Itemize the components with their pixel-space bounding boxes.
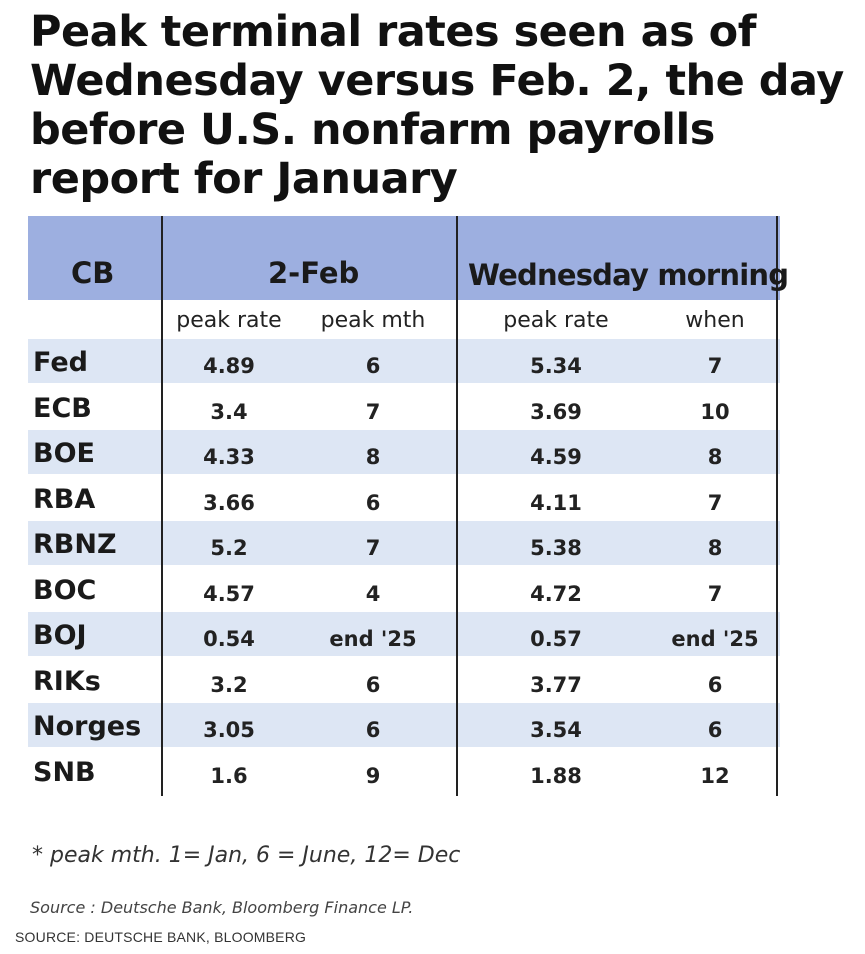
title-line: Wednesday versus Feb. 2, the day	[30, 56, 844, 106]
footnote: * peak mth. 1= Jan, 6 = June, 12= Dec	[32, 843, 461, 868]
cell-wed-when: 8	[707, 445, 723, 469]
cell-cb: BOC	[33, 574, 97, 606]
cell-feb-peak-month: 6	[365, 490, 381, 515]
cell-wed-when: 6	[707, 718, 723, 742]
cell-feb-peak-rate: 3.05	[203, 718, 255, 742]
table-row	[28, 523, 780, 569]
cell-wed-peak-rate: 0.57	[530, 627, 582, 651]
cell-feb-peak-month: 6	[365, 718, 381, 742]
subheader-wed-when: when	[685, 308, 745, 333]
cell-feb-peak-rate: 4.89	[203, 354, 255, 378]
header-cb: CB	[71, 256, 115, 290]
cell-wed-peak-rate: 5.34	[530, 354, 582, 378]
cell-feb-peak-rate: 0.54	[203, 627, 255, 651]
credit-line: SOURCE: DEUTSCHE BANK, BLOOMBERG	[15, 929, 307, 945]
cell-feb-peak-rate: 5.2	[210, 536, 248, 560]
cell-wed-when: 7	[707, 490, 723, 515]
title-line: Peak terminal rates seen as of	[30, 7, 756, 57]
cell-wed-when: 12	[700, 763, 730, 788]
cell-wed-when: end '25	[671, 627, 759, 651]
table-row	[28, 341, 780, 387]
table-row	[28, 432, 780, 478]
cell-cb: ECB	[33, 392, 92, 424]
cell-feb-peak-rate: 3.4	[210, 399, 248, 424]
table-row	[28, 751, 780, 797]
cell-feb-peak-rate: 3.2	[210, 672, 248, 697]
cell-feb-peak-rate: 1.6	[210, 763, 248, 788]
subheader-wed-rate: peak rate	[503, 308, 609, 333]
table-row	[28, 614, 780, 660]
cell-wed-peak-rate: 1.88	[530, 763, 582, 788]
cell-wed-peak-rate: 5.38	[530, 536, 582, 560]
table-row	[28, 478, 780, 524]
table-row	[28, 660, 780, 706]
cell-cb: Fed	[33, 347, 88, 378]
table-row	[28, 387, 780, 433]
cell-cb: Norges	[33, 711, 142, 742]
cell-cb: RBA	[33, 483, 96, 515]
cell-wed-peak-rate: 4.72	[530, 581, 582, 606]
cell-feb-peak-rate: 3.66	[203, 490, 255, 515]
cell-wed-peak-rate: 3.77	[530, 672, 582, 697]
cell-feb-peak-month: 4	[365, 581, 381, 606]
cell-feb-peak-rate: 4.33	[203, 445, 255, 469]
cell-wed-peak-rate: 4.59	[530, 445, 582, 469]
cell-feb-peak-rate: 4.57	[203, 581, 255, 606]
header-wednesday: Wednesday morning	[468, 258, 789, 292]
cell-wed-when: 7	[707, 354, 723, 378]
title-line: before U.S. nonfarm payrolls	[30, 105, 715, 155]
cell-wed-when: 10	[700, 399, 730, 424]
cell-wed-peak-rate: 4.11	[530, 490, 582, 515]
cell-feb-peak-month: 8	[365, 445, 381, 469]
cell-cb: SNB	[33, 756, 96, 788]
cell-feb-peak-month: 6	[365, 672, 381, 697]
cell-wed-when: 8	[707, 536, 723, 560]
cell-feb-peak-month: 7	[365, 536, 381, 560]
chart-title	[30, 8, 850, 204]
subheader-feb-rate: peak rate	[176, 308, 282, 333]
cell-feb-peak-month: 9	[365, 763, 381, 788]
cell-cb: BOJ	[33, 620, 87, 651]
cell-cb: BOE	[33, 438, 95, 469]
cell-feb-peak-month: 7	[365, 399, 381, 424]
header-feb: 2-Feb	[268, 256, 360, 290]
cell-wed-when: 6	[707, 672, 723, 697]
cell-wed-peak-rate: 3.54	[530, 718, 582, 742]
cell-cb: RIKs	[33, 665, 101, 697]
cell-feb-peak-month: 6	[365, 354, 381, 378]
cell-wed-peak-rate: 3.69	[530, 399, 582, 424]
subheader-feb-mth: peak mth	[320, 308, 426, 333]
cell-wed-when: 7	[707, 581, 723, 606]
table-row	[28, 705, 780, 751]
title-line: report for January	[30, 154, 458, 204]
table-row	[28, 569, 780, 615]
rates-table	[28, 216, 789, 796]
cell-feb-peak-month: end '25	[329, 627, 417, 651]
source-note: Source : Deutsche Bank, Bloomberg Finance LP.	[30, 898, 414, 917]
cell-cb: RBNZ	[33, 529, 117, 560]
